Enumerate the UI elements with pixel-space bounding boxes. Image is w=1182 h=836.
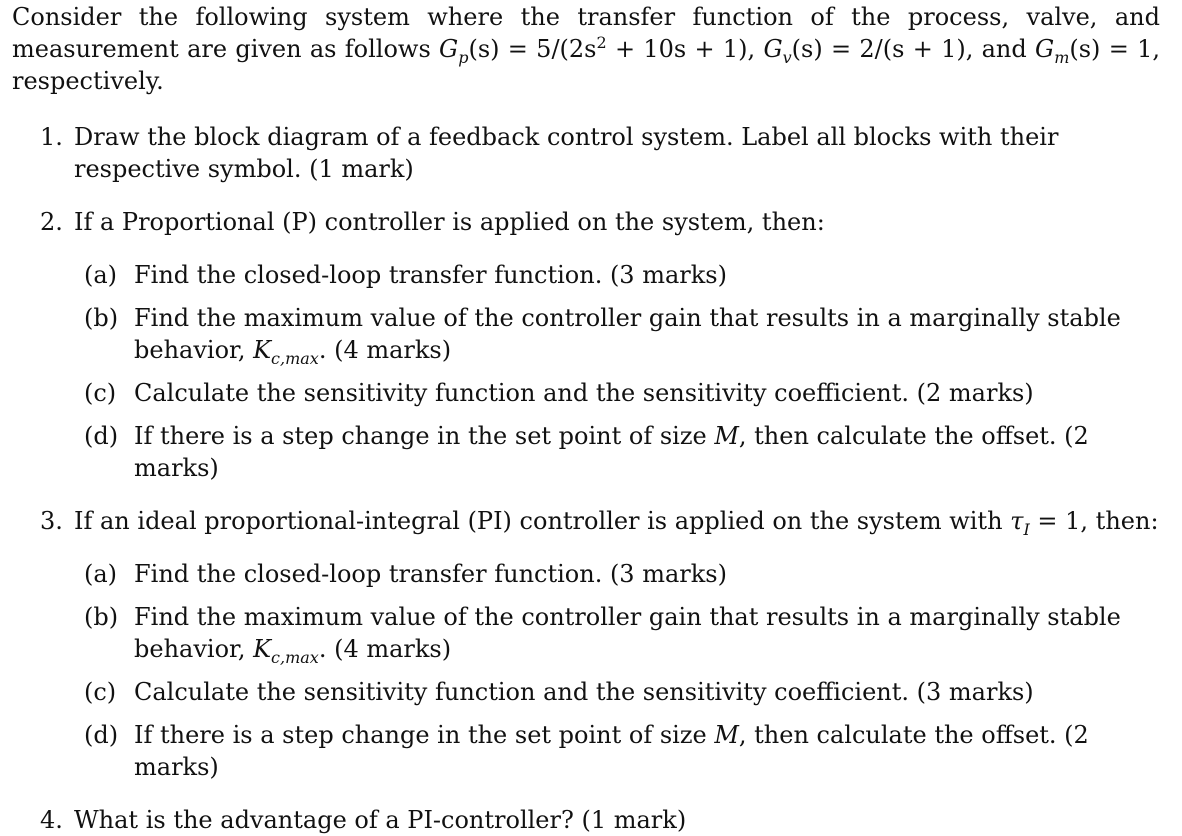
question-text: Draw the block diagram of a feedback control system. Label all blocks with their respective symbol. (1 mark) (74, 123, 1059, 183)
gain-symbol: K (253, 635, 272, 663)
gv-expression: (s) = 2/(s + 1), and (791, 35, 1036, 63)
sub-question-tail: . (4 marks) (318, 336, 452, 364)
sub-question-3b (84, 601, 1160, 667)
gain-subscript: c,max (271, 647, 319, 667)
sub-question-label: (b) (84, 603, 119, 631)
question-tail: = 1, then: (1029, 507, 1159, 535)
sub-question-tail: , then calculate the offset. (2 marks) (134, 422, 1089, 482)
gm-subscript: m (1054, 47, 1070, 67)
sub-question-2b (84, 302, 1160, 368)
sub-question-text: Calculate the sensitivity function and the sensitivity coefficient. (2 marks) (134, 379, 1034, 407)
intro-paragraph (12, 1, 1160, 97)
sub-question-text: If there is a step change in the set point of size (134, 422, 715, 450)
question-2-parts (74, 259, 1160, 484)
sub-question-3c (84, 676, 1160, 708)
sub-question-label: (d) (84, 721, 119, 749)
step-size-symbol: M (714, 422, 739, 450)
gv-subscript: v (782, 47, 792, 67)
gm-symbol: G (1035, 35, 1055, 63)
question-number: 1. (40, 123, 63, 151)
gp-subscript: p (458, 47, 469, 67)
question-text: What is the advantage of a PI-controller? (1 mark) (74, 806, 687, 834)
sub-question-label: (b) (84, 304, 119, 332)
sub-question-text: Find the closed-loop transfer function. (3 marks) (134, 261, 727, 289)
sub-question-text: Calculate the sensitivity function and the sensitivity coefficient. (3 marks) (134, 678, 1034, 706)
sub-question-2c (84, 377, 1160, 409)
sub-question-3a (84, 558, 1160, 590)
question-3 (40, 505, 1160, 539)
sub-question-3d (84, 719, 1160, 783)
sub-question-text: Find the maximum value of the controller gain that results in a marginally stable behavior, (134, 304, 1121, 364)
sub-question-label: (a) (84, 560, 118, 588)
step-size-symbol: M (714, 721, 739, 749)
gp-tail: + 10s + 1), (606, 35, 764, 63)
question-text: If an ideal proportional-integral (PI) controller is applied on the system with (74, 507, 1011, 535)
question-1 (40, 121, 1160, 185)
sub-question-text: Find the closed-loop transfer function. (3 marks) (134, 560, 727, 588)
sub-question-2a (84, 259, 1160, 291)
gain-symbol: K (253, 336, 272, 364)
gain-subscript: c,max (271, 348, 319, 368)
question-2 (40, 206, 1160, 238)
tau-subscript: I (1023, 519, 1030, 539)
sub-question-2d (84, 420, 1160, 484)
sub-question-label: (d) (84, 422, 119, 450)
gp-superscript: 2 (596, 33, 607, 52)
sub-question-tail: , then calculate the offset. (2 marks) (134, 721, 1089, 781)
question-number: 2. (40, 208, 63, 236)
question-text: If a Proportional (P) controller is applied on the system, then: (74, 208, 825, 236)
gp-symbol: G (439, 35, 459, 63)
gp-expression: (s) = 5/(2s (468, 35, 597, 63)
question-number: 4. (40, 806, 63, 834)
gv-symbol: G (763, 35, 783, 63)
sub-question-label: (c) (84, 678, 117, 706)
intro-text: Consider the following system where the transfer function of the process, valve, and measurement are given as follows (12, 3, 1160, 63)
gm-expression: (s) = 1, respectively. (12, 35, 1160, 95)
question-4 (40, 804, 1160, 836)
sub-question-label: (c) (84, 379, 117, 407)
sub-question-label: (a) (84, 261, 118, 289)
question-3-parts (74, 558, 1160, 783)
sub-question-text: If there is a step change in the set point of size (134, 721, 715, 749)
sub-question-text: Find the maximum value of the controller gain that results in a marginally stable behavior, (134, 603, 1121, 663)
question-number: 3. (40, 507, 63, 535)
sub-question-tail: . (4 marks) (318, 635, 452, 663)
tau-symbol: τ (1010, 507, 1024, 535)
